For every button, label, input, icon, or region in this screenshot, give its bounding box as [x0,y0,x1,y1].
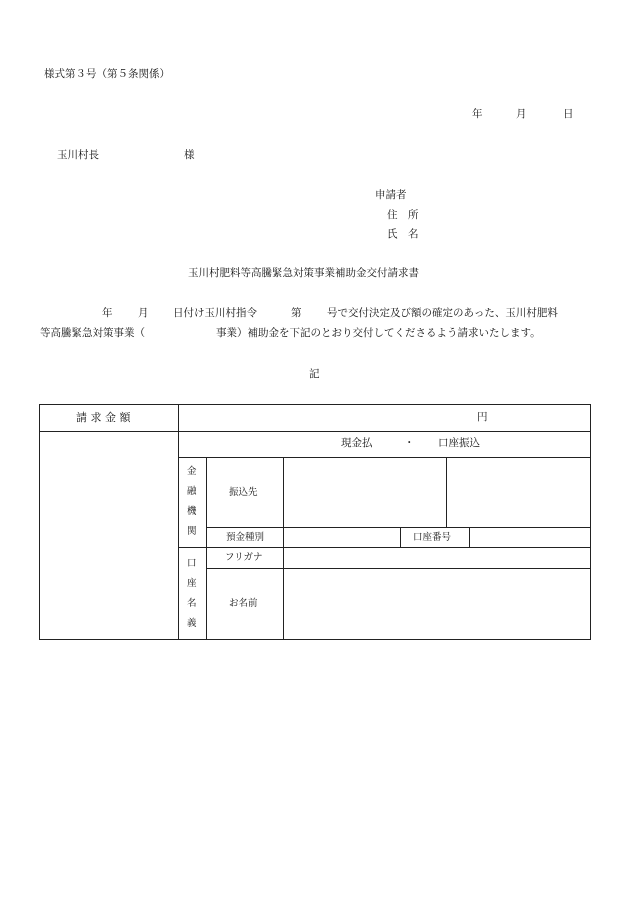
addressee-name: 玉川村長 [57,149,99,161]
form-number: 様式第３号（第５条関係） [44,68,170,80]
applicant-address-label: 住 所 [387,209,419,221]
bank-char: 金 [187,466,197,477]
account-char: 座 [187,578,197,589]
bank-char: 機 [187,506,197,517]
table-border [206,527,591,528]
body-no: 第 [291,307,302,319]
table-border [400,527,401,548]
table-border [39,404,591,405]
transfer-destination-label: 振込先 [229,487,258,498]
payment-separator: ・ [404,437,415,449]
table-border [178,547,591,548]
table-border [39,404,40,640]
table-border [178,457,591,458]
table-border [446,457,447,528]
body-month: 月 [138,307,149,319]
furigana-label: フリガナ [225,552,263,563]
table-border [590,404,591,640]
table-border [178,404,179,640]
table-border [39,431,591,432]
date-month: 月 [516,108,527,120]
date-year: 年 [472,108,483,120]
body-mid: 日付け玉川村指令 [173,307,257,319]
body-year: 年 [102,307,113,319]
table-border [283,457,284,640]
payment-transfer: 口座振込 [438,437,480,449]
table-border [39,639,591,640]
table-border [206,457,207,640]
body-line2-start: 等高騰緊急対策事業（ [40,327,145,339]
body-line2-rest: 事業）補助金を下記のとおり交付してくださるよう請求いたします。 [216,327,541,339]
date-day: 日 [563,108,574,120]
account-char: 口 [187,558,197,569]
body-rest: 号で交付決定及び額の確定のあった、玉川村肥料 [327,307,558,319]
bank-char: 融 [187,486,197,497]
account-char: 名 [187,598,197,609]
yen-unit: 円 [477,411,488,423]
name-label: お名前 [229,598,258,609]
account-char: 義 [187,618,197,629]
applicant-label: 申請者 [375,189,407,201]
document-title: 玉川村肥料等高騰緊急対策事業補助金交付請求書 [188,267,419,279]
amount-label: 請 求 金 額 [76,411,131,424]
account-number-label: 口座番号 [413,532,452,543]
ki-heading: 記 [309,368,320,380]
payment-cash: 現金払 [341,437,373,449]
table-border [469,527,470,548]
addressee-honorific: 様 [184,149,195,161]
table-border [206,568,591,569]
bank-char: 関 [187,526,197,537]
applicant-name-label: 氏 名 [387,228,419,240]
deposit-type-label: 預金種別 [226,532,265,543]
